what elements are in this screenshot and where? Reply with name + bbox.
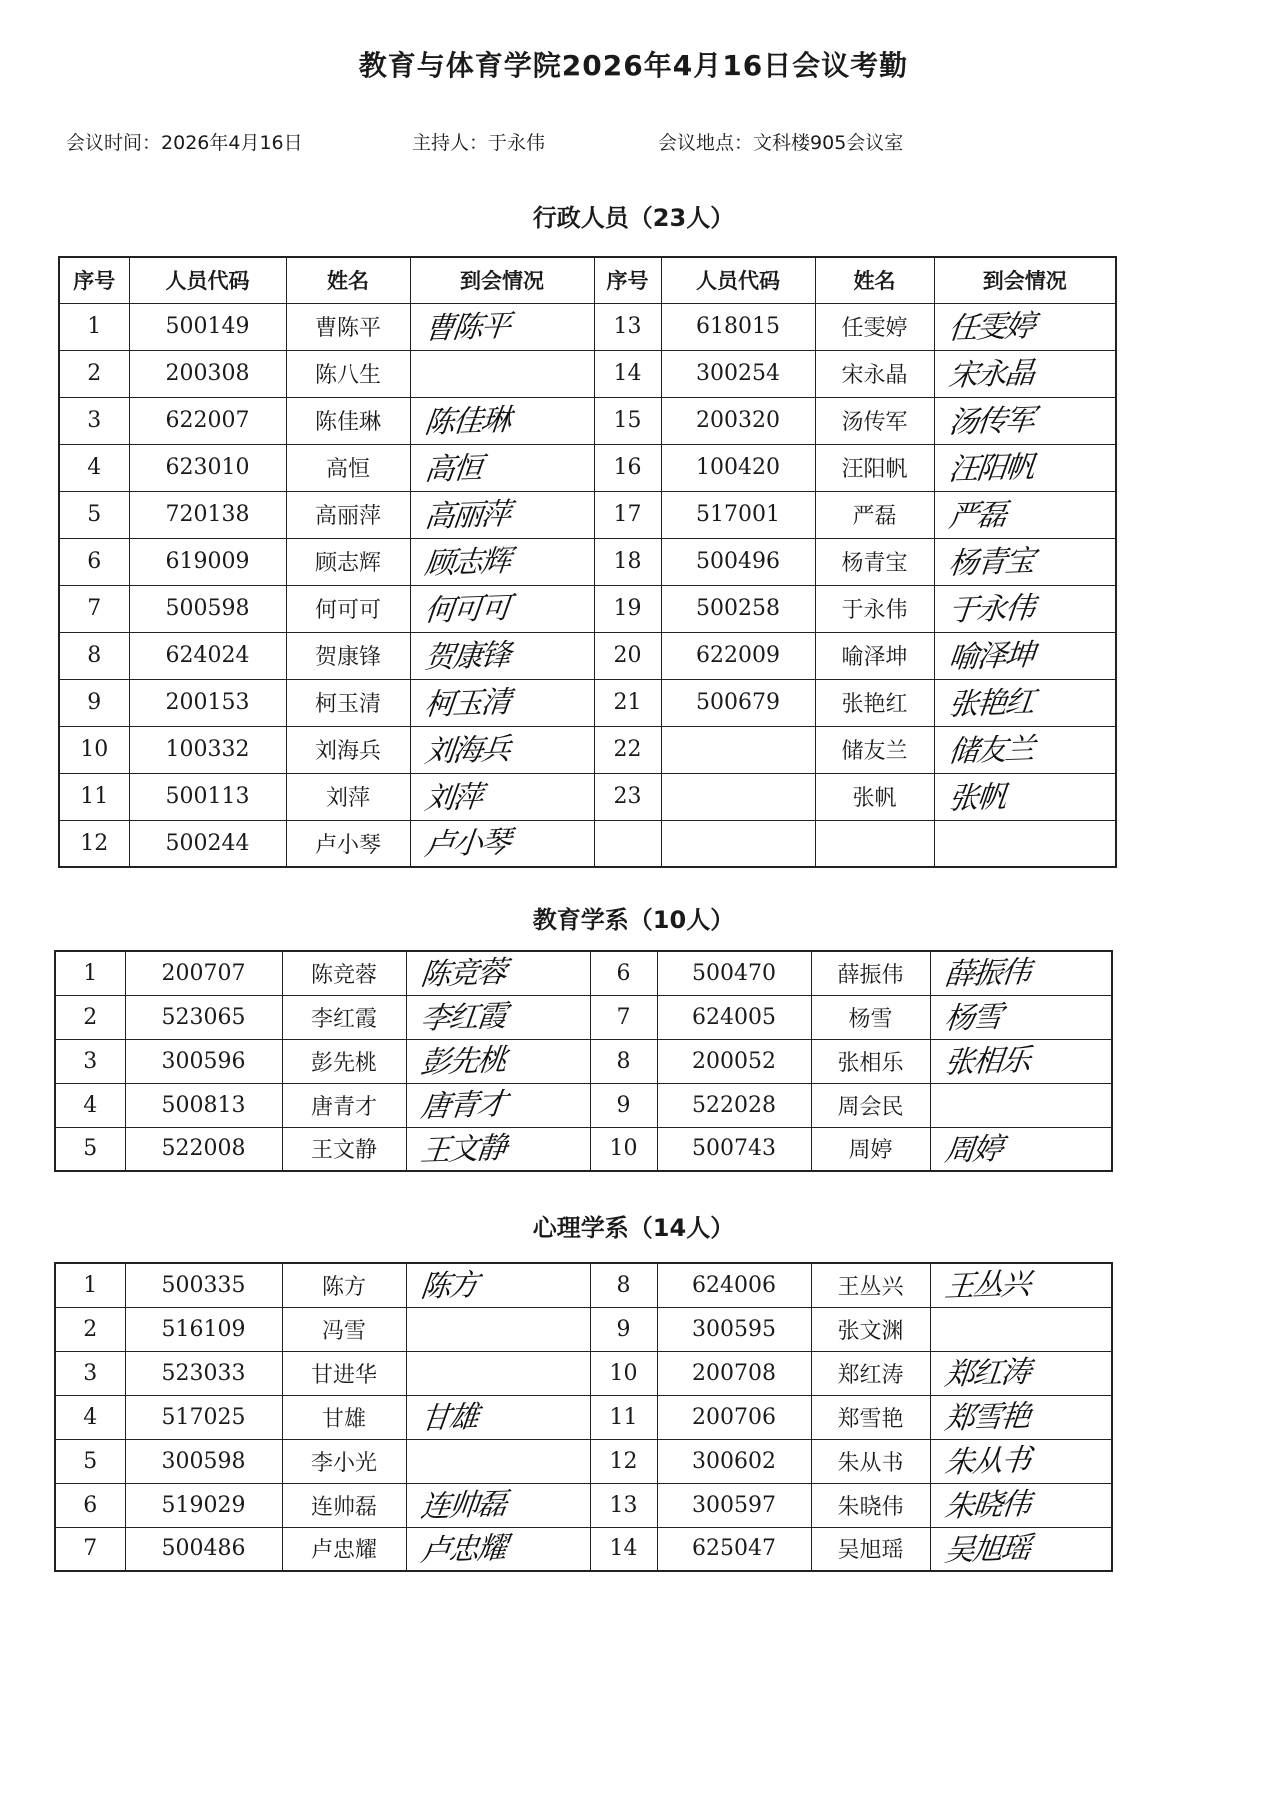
handwritten-signature: 朱晓伟 <box>942 1486 1031 1525</box>
staff-name: 甘进华 <box>282 1351 406 1395</box>
handwritten-signature: 卢小琴 <box>422 825 511 863</box>
staff-name: 周会民 <box>811 1083 930 1127</box>
staff-code: 624024 <box>129 632 286 679</box>
table-row <box>55 951 1112 995</box>
handwritten-signature: 陈佳琳 <box>422 402 511 441</box>
staff-code: 500113 <box>129 773 286 820</box>
staff-code: 516109 <box>125 1307 282 1351</box>
staff-code: 522028 <box>657 1083 811 1127</box>
signature-cell <box>410 350 594 397</box>
staff-code: 523033 <box>125 1351 282 1395</box>
table-row <box>55 1395 1112 1439</box>
handwritten-signature: 卢忠耀 <box>418 1530 507 1569</box>
staff-code: 200308 <box>129 350 286 397</box>
row-number: 2 <box>59 350 129 397</box>
handwritten-signature: 郑红涛 <box>942 1354 1031 1393</box>
row-number: 10 <box>59 726 129 773</box>
row-number: 4 <box>55 1083 125 1127</box>
staff-code <box>661 820 815 867</box>
row-number: 8 <box>59 632 129 679</box>
staff-code: 500244 <box>129 820 286 867</box>
row-number: 12 <box>59 820 129 867</box>
meeting-host <box>412 128 545 155</box>
staff-code: 622007 <box>129 397 286 444</box>
table-row <box>55 1307 1112 1351</box>
table-row <box>59 632 1116 679</box>
handwritten-signature: 汪阳帆 <box>946 449 1035 488</box>
row-number: 4 <box>59 444 129 491</box>
staff-code: 300597 <box>657 1483 811 1527</box>
signature-cell <box>410 585 594 632</box>
staff-code: 500496 <box>661 538 815 585</box>
staff-code: 624005 <box>657 995 811 1039</box>
signature-cell <box>934 491 1116 538</box>
row-number: 18 <box>594 538 661 585</box>
column-header: 到会情况 <box>934 257 1116 303</box>
signature-cell <box>934 632 1116 679</box>
table-row <box>55 1263 1112 1307</box>
table-row <box>55 1351 1112 1395</box>
row-number: 8 <box>590 1263 657 1307</box>
table-row <box>59 679 1116 726</box>
staff-code: 300254 <box>661 350 815 397</box>
handwritten-signature: 高丽萍 <box>422 496 511 535</box>
signature-cell <box>410 679 594 726</box>
handwritten-signature: 李红霞 <box>418 998 507 1037</box>
staff-name: 卢忠耀 <box>282 1527 406 1571</box>
signature-cell <box>930 1351 1112 1395</box>
handwritten-signature: 喻泽坤 <box>946 637 1035 676</box>
staff-name: 杨雪 <box>811 995 930 1039</box>
row-number: 2 <box>55 1307 125 1351</box>
row-number: 16 <box>594 444 661 491</box>
signature-cell <box>930 1527 1112 1571</box>
staff-name: 任雯婷 <box>815 303 934 350</box>
handwritten-signature: 王文静 <box>418 1130 507 1169</box>
staff-code: 200320 <box>661 397 815 444</box>
handwritten-signature: 储友兰 <box>946 731 1035 770</box>
staff-code: 500149 <box>129 303 286 350</box>
attendance-table <box>58 256 1117 868</box>
signature-cell <box>406 951 590 995</box>
row-number: 6 <box>59 538 129 585</box>
staff-name: 薛振伟 <box>811 951 930 995</box>
handwritten-signature: 张相乐 <box>942 1042 1031 1081</box>
staff-name: 连帅磊 <box>282 1483 406 1527</box>
staff-name: 汪阳帆 <box>815 444 934 491</box>
row-number: 9 <box>590 1083 657 1127</box>
signature-cell <box>406 995 590 1039</box>
handwritten-signature: 曹陈平 <box>422 308 511 347</box>
staff-code: 523065 <box>125 995 282 1039</box>
table-row <box>59 491 1116 538</box>
handwritten-signature: 何可可 <box>422 590 511 629</box>
staff-name: 王文静 <box>282 1127 406 1171</box>
handwritten-signature: 宋永晶 <box>946 355 1035 394</box>
handwritten-signature: 汤传军 <box>946 402 1035 441</box>
signature-cell <box>406 1263 590 1307</box>
column-header: 到会情况 <box>410 257 594 303</box>
staff-name: 唐青才 <box>282 1083 406 1127</box>
signature-cell <box>410 773 594 820</box>
table-row <box>59 397 1116 444</box>
handwritten-signature: 刘萍 <box>422 779 483 817</box>
section-title: 教育学系（10人） <box>532 906 735 934</box>
staff-code: 500598 <box>129 585 286 632</box>
signature-cell <box>934 773 1116 820</box>
row-number: 10 <box>590 1351 657 1395</box>
handwritten-signature: 薛振伟 <box>942 954 1031 993</box>
signature-cell <box>934 585 1116 632</box>
row-number: 7 <box>590 995 657 1039</box>
signature-cell <box>930 1127 1112 1171</box>
handwritten-signature: 周婷 <box>942 1131 1003 1169</box>
handwritten-signature: 杨雪 <box>942 999 1003 1037</box>
handwritten-signature: 杨青宝 <box>946 543 1035 582</box>
staff-code: 300596 <box>125 1039 282 1083</box>
staff-code: 500258 <box>661 585 815 632</box>
column-header: 序号 <box>594 257 661 303</box>
row-number: 15 <box>594 397 661 444</box>
signature-cell <box>934 444 1116 491</box>
signature-cell <box>934 303 1116 350</box>
row-number: 5 <box>59 491 129 538</box>
row-number: 11 <box>590 1395 657 1439</box>
page-title: 教育与体育学院2026年4月16日会议考勤 <box>358 49 909 82</box>
signature-cell <box>930 951 1112 995</box>
staff-name: 杨青宝 <box>815 538 934 585</box>
table-row <box>59 820 1116 867</box>
staff-name: 宋永晶 <box>815 350 934 397</box>
staff-name: 张相乐 <box>811 1039 930 1083</box>
signature-cell <box>406 1351 590 1395</box>
meeting-host-label: 主持人： <box>412 132 489 154</box>
staff-code <box>661 773 815 820</box>
handwritten-signature: 张帆 <box>946 779 1007 817</box>
table-row <box>59 585 1116 632</box>
meeting-place-label: 会议地点： <box>658 132 754 154</box>
staff-code: 500679 <box>661 679 815 726</box>
row-number: 2 <box>55 995 125 1039</box>
row-number: 1 <box>55 1263 125 1307</box>
staff-name: 李小光 <box>282 1439 406 1483</box>
staff-code: 625047 <box>657 1527 811 1571</box>
handwritten-signature: 甘雄 <box>418 1399 479 1437</box>
handwritten-signature: 贺康锋 <box>422 637 511 676</box>
signature-cell <box>930 1083 1112 1127</box>
meeting-place-value: 文科楼905会议室 <box>753 132 904 154</box>
attendance-table <box>54 950 1113 1172</box>
staff-code: 200707 <box>125 951 282 995</box>
table-row <box>59 726 1116 773</box>
staff-name: 郑雪艳 <box>811 1395 930 1439</box>
row-number: 22 <box>594 726 661 773</box>
column-header: 姓名 <box>286 257 410 303</box>
section-title: 行政人员（23人） <box>532 204 735 232</box>
signature-cell <box>406 1127 590 1171</box>
staff-code: 622009 <box>661 632 815 679</box>
signature-cell <box>930 1039 1112 1083</box>
staff-name: 王丛兴 <box>811 1263 930 1307</box>
handwritten-signature: 朱从书 <box>942 1442 1031 1481</box>
handwritten-signature: 任雯婷 <box>946 308 1035 347</box>
signature-cell <box>410 726 594 773</box>
signature-cell <box>406 1439 590 1483</box>
row-number: 17 <box>594 491 661 538</box>
table-header-row <box>59 257 1116 303</box>
signature-cell <box>410 397 594 444</box>
staff-code: 500486 <box>125 1527 282 1571</box>
handwritten-signature: 彭先桃 <box>418 1042 507 1081</box>
staff-name: 柯玉清 <box>286 679 410 726</box>
signature-cell <box>406 1083 590 1127</box>
handwritten-signature: 柯玉清 <box>422 684 511 723</box>
signature-cell <box>934 679 1116 726</box>
row-number: 3 <box>55 1039 125 1083</box>
signature-cell <box>406 1307 590 1351</box>
handwritten-signature: 连帅磊 <box>418 1486 507 1525</box>
staff-code: 200706 <box>657 1395 811 1439</box>
staff-code: 500470 <box>657 951 811 995</box>
attendance-table <box>54 1262 1113 1572</box>
staff-name: 储友兰 <box>815 726 934 773</box>
staff-code: 500813 <box>125 1083 282 1127</box>
staff-code: 519029 <box>125 1483 282 1527</box>
signature-cell <box>934 820 1116 867</box>
signature-cell <box>930 1395 1112 1439</box>
row-number: 3 <box>55 1351 125 1395</box>
row-number: 6 <box>590 951 657 995</box>
signature-cell <box>406 1395 590 1439</box>
column-header: 序号 <box>59 257 129 303</box>
signature-cell <box>406 1483 590 1527</box>
staff-code <box>661 726 815 773</box>
staff-code: 300595 <box>657 1307 811 1351</box>
row-number: 9 <box>590 1307 657 1351</box>
table-row <box>55 1483 1112 1527</box>
signature-cell <box>930 1263 1112 1307</box>
row-number: 14 <box>594 350 661 397</box>
signature-cell <box>934 538 1116 585</box>
handwritten-signature: 顾志辉 <box>422 543 511 582</box>
staff-name: 朱从书 <box>811 1439 930 1483</box>
row-number: 1 <box>59 303 129 350</box>
staff-name: 吴旭瑶 <box>811 1527 930 1571</box>
signature-cell <box>934 350 1116 397</box>
signature-cell <box>406 1527 590 1571</box>
column-header: 姓名 <box>815 257 934 303</box>
staff-code: 200052 <box>657 1039 811 1083</box>
column-header: 人员代码 <box>661 257 815 303</box>
table-row <box>59 538 1116 585</box>
row-number: 13 <box>590 1483 657 1527</box>
meeting-host-value: 于永伟 <box>488 132 546 154</box>
row-number: 20 <box>594 632 661 679</box>
staff-name: 严磊 <box>815 491 934 538</box>
staff-code: 517025 <box>125 1395 282 1439</box>
meeting-time <box>66 128 303 155</box>
staff-name: 曹陈平 <box>286 303 410 350</box>
staff-name: 何可可 <box>286 585 410 632</box>
staff-name: 于永伟 <box>815 585 934 632</box>
staff-name: 顾志辉 <box>286 538 410 585</box>
handwritten-signature: 刘海兵 <box>422 731 511 770</box>
handwritten-signature: 吴旭瑶 <box>942 1530 1031 1569</box>
staff-code: 300602 <box>657 1439 811 1483</box>
staff-name <box>815 820 934 867</box>
signature-cell <box>410 303 594 350</box>
staff-code: 100332 <box>129 726 286 773</box>
table-row <box>55 1083 1112 1127</box>
signature-cell <box>930 1439 1112 1483</box>
handwritten-signature: 唐青才 <box>418 1086 507 1125</box>
row-number: 5 <box>55 1127 125 1171</box>
staff-name: 刘萍 <box>286 773 410 820</box>
signature-cell <box>410 538 594 585</box>
staff-code: 618015 <box>661 303 815 350</box>
table-row <box>55 1527 1112 1571</box>
row-number: 6 <box>55 1483 125 1527</box>
row-number: 8 <box>590 1039 657 1083</box>
staff-code: 500743 <box>657 1127 811 1171</box>
staff-name: 卢小琴 <box>286 820 410 867</box>
staff-name: 周婷 <box>811 1127 930 1171</box>
staff-code: 517001 <box>661 491 815 538</box>
signature-cell <box>934 397 1116 444</box>
row-number: 21 <box>594 679 661 726</box>
staff-name: 陈八生 <box>286 350 410 397</box>
handwritten-signature: 王丛兴 <box>942 1266 1031 1305</box>
table-row <box>59 350 1116 397</box>
staff-code: 100420 <box>661 444 815 491</box>
staff-name: 郑红涛 <box>811 1351 930 1395</box>
handwritten-signature: 于永伟 <box>946 590 1035 629</box>
row-number: 4 <box>55 1395 125 1439</box>
staff-name: 张艳红 <box>815 679 934 726</box>
staff-name: 陈竞蓉 <box>282 951 406 995</box>
staff-code: 720138 <box>129 491 286 538</box>
staff-name: 贺康锋 <box>286 632 410 679</box>
column-header: 人员代码 <box>129 257 286 303</box>
staff-name: 陈方 <box>282 1263 406 1307</box>
staff-name: 冯雪 <box>282 1307 406 1351</box>
staff-name: 汤传军 <box>815 397 934 444</box>
row-number: 19 <box>594 585 661 632</box>
staff-name: 刘海兵 <box>286 726 410 773</box>
signature-cell <box>930 995 1112 1039</box>
handwritten-signature: 高恒 <box>422 450 483 488</box>
table-row <box>55 1039 1112 1083</box>
handwritten-signature: 严磊 <box>946 497 1007 535</box>
row-number: 3 <box>59 397 129 444</box>
meeting-time-label: 会议时间： <box>66 132 162 154</box>
row-number: 1 <box>55 951 125 995</box>
meeting-time-value: 2026年4月16日 <box>161 132 303 154</box>
table-row <box>55 995 1112 1039</box>
staff-code: 300598 <box>125 1439 282 1483</box>
signature-cell <box>410 491 594 538</box>
signature-cell <box>406 1039 590 1083</box>
row-number: 9 <box>59 679 129 726</box>
signature-cell <box>410 444 594 491</box>
table-row <box>55 1439 1112 1483</box>
table-row <box>59 773 1116 820</box>
handwritten-signature: 郑雪艳 <box>942 1398 1031 1437</box>
staff-name: 高丽萍 <box>286 491 410 538</box>
row-number: 11 <box>59 773 129 820</box>
staff-name: 高恒 <box>286 444 410 491</box>
row-number: 14 <box>590 1527 657 1571</box>
table-row <box>59 444 1116 491</box>
staff-name: 彭先桃 <box>282 1039 406 1083</box>
signature-cell <box>410 820 594 867</box>
staff-name: 陈佳琳 <box>286 397 410 444</box>
staff-code: 522008 <box>125 1127 282 1171</box>
section-title: 心理学系（14人） <box>532 1214 735 1242</box>
staff-code: 619009 <box>129 538 286 585</box>
staff-code: 623010 <box>129 444 286 491</box>
row-number: 5 <box>55 1439 125 1483</box>
signature-cell <box>930 1483 1112 1527</box>
staff-code: 624006 <box>657 1263 811 1307</box>
row-number: 7 <box>55 1527 125 1571</box>
staff-code: 200708 <box>657 1351 811 1395</box>
staff-name: 张帆 <box>815 773 934 820</box>
signature-cell <box>410 632 594 679</box>
signature-cell <box>930 1307 1112 1351</box>
row-number: 10 <box>590 1127 657 1171</box>
row-number: 7 <box>59 585 129 632</box>
staff-name: 张文渊 <box>811 1307 930 1351</box>
row-number: 23 <box>594 773 661 820</box>
table-row <box>55 1127 1112 1171</box>
staff-name: 朱晓伟 <box>811 1483 930 1527</box>
handwritten-signature: 张艳红 <box>946 684 1035 723</box>
staff-name: 喻泽坤 <box>815 632 934 679</box>
table-row <box>59 303 1116 350</box>
staff-code: 500335 <box>125 1263 282 1307</box>
staff-name: 甘雄 <box>282 1395 406 1439</box>
row-number: 13 <box>594 303 661 350</box>
signature-cell <box>934 726 1116 773</box>
row-number <box>594 820 661 867</box>
handwritten-signature: 陈方 <box>418 1268 479 1305</box>
row-number: 12 <box>590 1439 657 1483</box>
handwritten-signature: 陈竞蓉 <box>418 955 507 993</box>
staff-code: 200153 <box>129 679 286 726</box>
meeting-place <box>658 128 903 155</box>
staff-name: 李红霞 <box>282 995 406 1039</box>
